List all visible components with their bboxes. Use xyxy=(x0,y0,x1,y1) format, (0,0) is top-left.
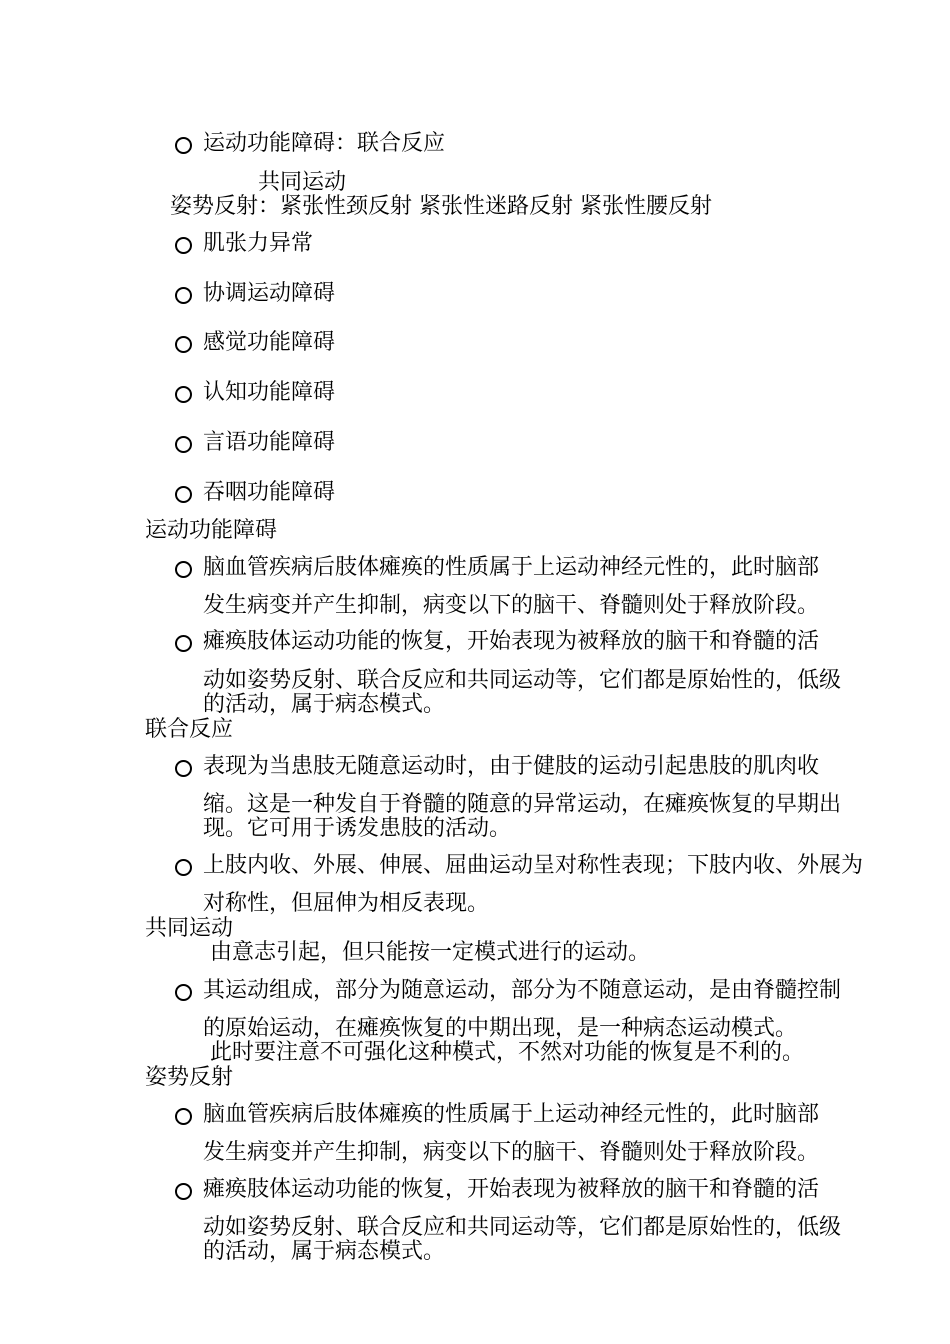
outline-item-label: 肌张力异常 xyxy=(203,231,314,256)
outline-item-label: 感觉功能障碍 xyxy=(203,330,336,355)
outline-item-label: 言语功能障碍 xyxy=(203,430,336,455)
outline-subitem-postural-reflex: 姿势反射：紧张性颈反射 紧张性迷路反射 紧张性腰反射 xyxy=(170,194,712,219)
section-note: 此时要注意不可强化这种模式，不然对功能的恢复是不利的。 xyxy=(210,1040,805,1065)
paragraph-line: 的活动，属于病态模式。 xyxy=(203,1239,446,1264)
circle-bullet-icon xyxy=(175,561,192,578)
paragraph-line: 的原始运动，在瘫痪恢复的中期出现，是一种病态运动模式。 xyxy=(203,1016,798,1041)
paragraph-line: 的活动，属于病态模式。 xyxy=(203,692,446,717)
outline-item-label: 吞咽功能障碍 xyxy=(203,480,336,505)
circle-bullet-icon xyxy=(175,635,192,652)
circle-bullet-icon xyxy=(175,137,192,154)
paragraph-line: 对称性，但屈伸为相反表现。 xyxy=(203,891,490,916)
section-heading: 姿势反射 xyxy=(145,1065,234,1090)
outline-item-label: 运动功能障碍：联合反应 xyxy=(203,131,446,156)
paragraph-line: 发生病变并产生抑制，病变以下的脑干、脊髓则处于释放阶段。 xyxy=(203,1140,820,1165)
paragraph-line: 脑血管疾病后肢体瘫痪的性质属于上运动神经元性的，此时脑部 xyxy=(203,555,820,580)
circle-bullet-icon xyxy=(175,386,192,403)
outline-item-label: 认知功能障碍 xyxy=(203,380,336,405)
circle-bullet-icon xyxy=(175,237,192,254)
section-heading: 运动功能障碍 xyxy=(145,518,278,543)
circle-bullet-icon xyxy=(175,287,192,304)
paragraph-line: 缩。这是一种发自于脊髓的随意的异常运动，在瘫痪恢复的早期出 xyxy=(203,792,842,817)
section-heading: 联合反应 xyxy=(145,717,234,742)
paragraph-line: 表现为当患肢无随意运动时，由于健肢的运动引起患肢的肌肉收 xyxy=(203,754,820,779)
circle-bullet-icon xyxy=(175,760,192,777)
section-intro: 由意志引起，但只能按一定模式进行的运动。 xyxy=(210,940,651,965)
paragraph-line: 发生病变并产生抑制，病变以下的脑干、脊髓则处于释放阶段。 xyxy=(203,593,820,618)
paragraph-line: 脑血管疾病后肢体瘫痪的性质属于上运动神经元性的，此时脑部 xyxy=(203,1102,820,1127)
paragraph-line: 上肢内收、外展、伸展、屈曲运动呈对称性表现；下肢内收、外展为 xyxy=(203,853,864,878)
circle-bullet-icon xyxy=(175,1108,192,1125)
circle-bullet-icon xyxy=(175,436,192,453)
paragraph-line: 动如姿势反射、联合反应和共同运动等，它们都是原始性的，低级 xyxy=(203,1215,842,1240)
circle-bullet-icon xyxy=(175,1183,192,1200)
paragraph-line: 瘫痪肢体运动功能的恢复，开始表现为被释放的脑干和脊髓的活 xyxy=(203,629,820,654)
circle-bullet-icon xyxy=(175,984,192,1001)
section-heading: 共同运动 xyxy=(145,916,234,941)
outline-item-label: 协调运动障碍 xyxy=(203,281,336,306)
outline-subitem-synergy: 共同运动 xyxy=(258,170,347,195)
paragraph-line: 瘫痪肢体运动功能的恢复，开始表现为被释放的脑干和脊髓的活 xyxy=(203,1177,820,1202)
circle-bullet-icon xyxy=(175,336,192,353)
circle-bullet-icon xyxy=(175,486,192,503)
paragraph-line: 动如姿势反射、联合反应和共同运动等，它们都是原始性的，低级 xyxy=(203,668,842,693)
paragraph-line: 其运动组成，部分为随意运动，部分为不随意运动，是由脊髓控制 xyxy=(203,978,842,1003)
circle-bullet-icon xyxy=(175,859,192,876)
paragraph-line: 现。它可用于诱发患肢的活动。 xyxy=(203,816,512,841)
